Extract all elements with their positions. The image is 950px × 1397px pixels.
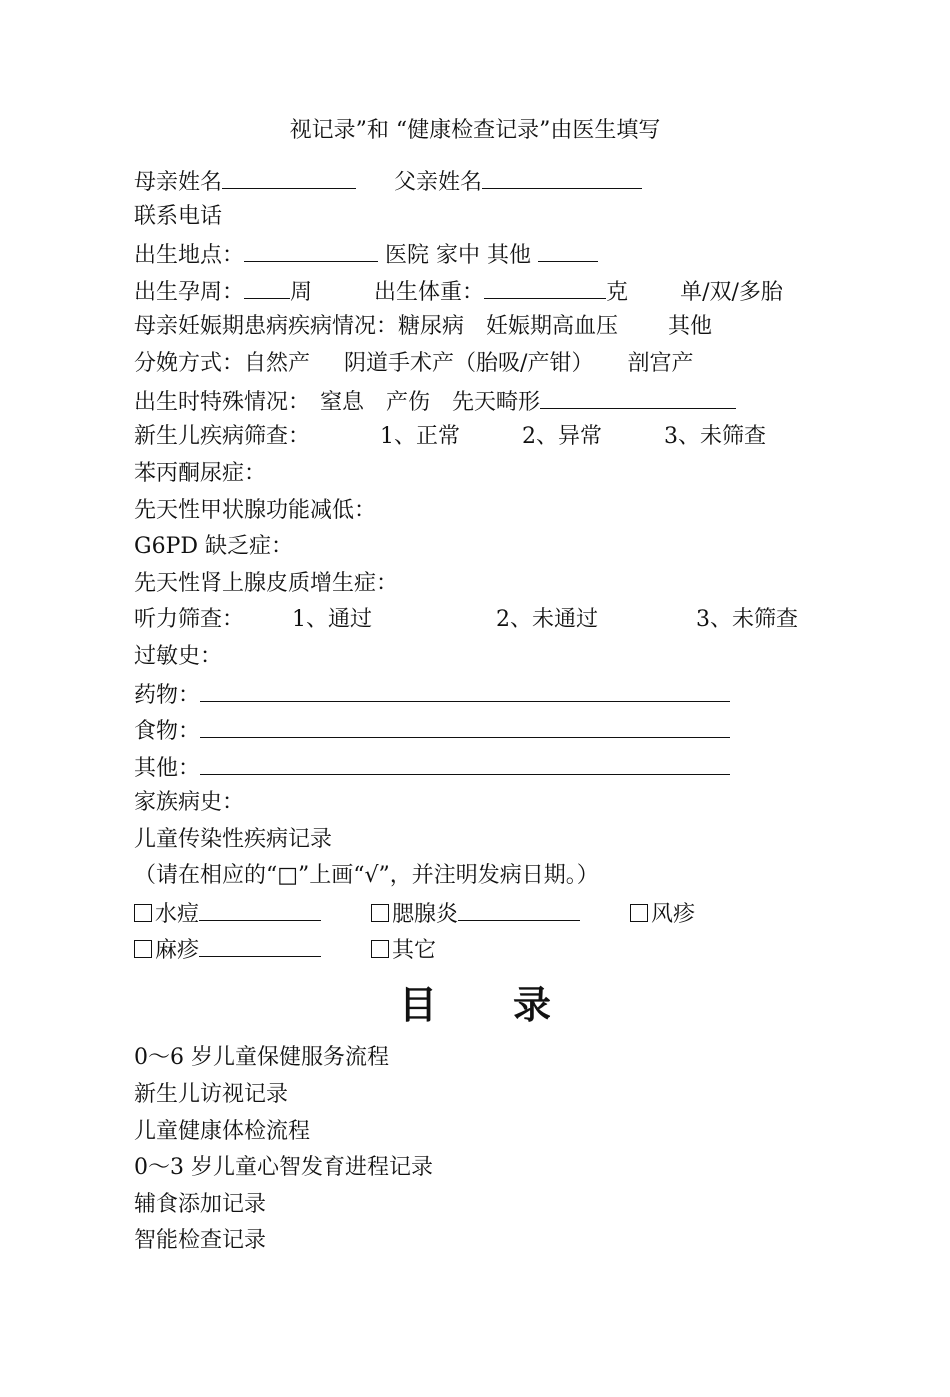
toc-item[interactable]: 辅食添加记录	[134, 1192, 267, 1217]
weight-unit: 克	[606, 280, 629, 305]
birthplace-hospital[interactable]: 医院	[385, 243, 430, 268]
mumps-label: 腮腺炎	[392, 902, 459, 927]
toc-item[interactable]: 0～3 岁儿童心智发育进程记录	[134, 1155, 433, 1180]
pregnancy-disease-label: 母亲妊娠期患病疾病情况：	[134, 314, 399, 339]
mother-name-field[interactable]	[222, 166, 356, 189]
allergy-other-field[interactable]	[200, 752, 730, 775]
assisted-delivery-option[interactable]: 阴道手术产（胎吸/产钳）	[344, 351, 594, 376]
delivery-row	[134, 349, 693, 379]
diabetes-option[interactable]: 糖尿病	[398, 314, 465, 339]
special-row	[134, 386, 736, 418]
gestation-label: 出生孕周：	[134, 280, 245, 305]
allergy-food-field[interactable]	[200, 715, 730, 738]
allergy-drug-label: 药物：	[134, 683, 201, 708]
measles-checkbox[interactable]	[134, 940, 152, 958]
natural-delivery-option[interactable]: 自然产	[244, 351, 311, 376]
toc-title	[0, 980, 950, 1030]
delivery-label: 分娩方式：	[134, 351, 245, 376]
birthplace-row	[134, 239, 598, 271]
cesarean-option[interactable]: 剖宫产	[627, 351, 694, 376]
rubella-checkbox[interactable]	[630, 904, 648, 922]
screening-abnormal-option[interactable]: 2、异常	[522, 424, 603, 449]
screening-normal-option[interactable]: 1、正常	[380, 424, 461, 449]
hearing-label: 听力筛查：	[134, 607, 245, 632]
mumps-date-field[interactable]	[458, 898, 580, 921]
hypothyroid-label: 先天性甲状腺功能减低：	[134, 498, 377, 523]
other-disease-label: 其它	[392, 938, 437, 963]
family-history-label: 家族病史：	[134, 790, 245, 815]
gestation-unit: 周	[290, 280, 313, 305]
chickenpox-checkbox[interactable]	[134, 904, 152, 922]
pregnancy-disease-row	[134, 312, 712, 342]
hearing-none-option[interactable]: 3、未筛查	[696, 607, 799, 632]
allergy-other-row	[134, 752, 730, 784]
asphyxia-option[interactable]: 窒息	[320, 390, 365, 415]
father-name-label: 父亲姓名	[394, 170, 483, 195]
allergy-drug-row	[134, 679, 730, 711]
chickenpox-label: 水痘	[155, 902, 200, 927]
gestation-field[interactable]	[244, 276, 290, 299]
measles-date-field[interactable]	[199, 934, 321, 957]
allergy-label: 过敏史：	[134, 644, 223, 669]
header-note: 视记录”和 “健康检查记录”由医生填写	[289, 118, 661, 143]
multiple-birth[interactable]: 单/双/多胎	[680, 280, 783, 305]
malformation-option[interactable]: 先天畸形	[452, 390, 541, 415]
hearing-pass-option[interactable]: 1、通过	[292, 607, 373, 632]
pku-label: 苯丙酮尿症：	[134, 461, 267, 486]
infectious-row-1	[134, 898, 695, 930]
birthplace-label: 出生地点：	[134, 243, 245, 268]
weight-label: 出生体重：	[374, 280, 485, 305]
gestation-row	[134, 276, 783, 308]
screening-label: 新生儿疾病筛查：	[134, 424, 311, 449]
chickenpox-date-field[interactable]	[199, 898, 321, 921]
birthplace-home[interactable]: 家中	[436, 243, 481, 268]
toc-item[interactable]: 0～6 岁儿童保健服务流程	[134, 1045, 389, 1070]
malformation-field[interactable]	[540, 386, 736, 409]
hearing-row	[134, 605, 798, 635]
phone-label: 联系电话	[134, 204, 223, 229]
special-label: 出生时特殊情况：	[134, 390, 311, 415]
allergy-food-row	[134, 715, 730, 747]
toc-title-char-1: 目	[398, 982, 437, 1027]
mother-name-label: 母亲姓名	[134, 170, 223, 195]
toc-item[interactable]: 新生儿访视记录	[134, 1082, 289, 1107]
father-name-field[interactable]	[482, 166, 642, 189]
allergy-other-label: 其他：	[134, 756, 201, 781]
toc-item[interactable]: 儿童健康体检流程	[134, 1119, 311, 1144]
hearing-fail-option[interactable]: 2、未通过	[496, 607, 599, 632]
birthplace-other[interactable]: 其他	[487, 243, 532, 268]
g6pd-label: G6PD 缺乏症：	[134, 534, 294, 559]
screening-none-option[interactable]: 3、未筛查	[664, 424, 767, 449]
cah-label: 先天性肾上腺皮质增生症：	[134, 571, 399, 596]
allergy-food-label: 食物：	[134, 719, 201, 744]
screening-row	[134, 422, 766, 452]
weight-field[interactable]	[484, 276, 606, 299]
infectious-instruction: （请在相应的“□”上画“√”，并注明发病日期。）	[134, 863, 599, 888]
other-disease-checkbox[interactable]	[371, 940, 389, 958]
measles-label: 麻疹	[155, 938, 200, 963]
infectious-row-2	[134, 934, 436, 966]
toc-title-char-2: 录	[513, 982, 552, 1027]
birthplace-other-field[interactable]	[538, 239, 598, 262]
allergy-drug-field[interactable]	[200, 679, 730, 702]
parents-row	[134, 166, 642, 198]
mumps-checkbox[interactable]	[371, 904, 389, 922]
infectious-title: 儿童传染性疾病记录	[134, 827, 333, 852]
birthplace-field[interactable]	[244, 239, 378, 262]
birth-injury-option[interactable]: 产伤	[386, 390, 431, 415]
pregnancy-other-option[interactable]: 其他	[668, 314, 713, 339]
rubella-label: 风疹	[651, 902, 696, 927]
toc-item[interactable]: 智能检查记录	[134, 1228, 267, 1253]
hypertension-option[interactable]: 妊娠期高血压	[486, 314, 619, 339]
